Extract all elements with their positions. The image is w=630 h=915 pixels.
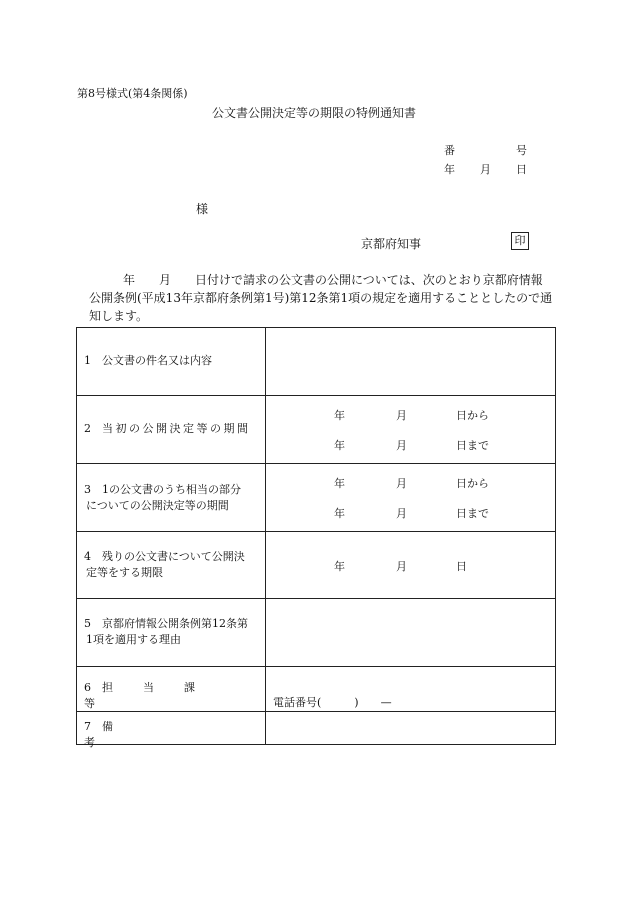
reference-go: 号 (516, 144, 527, 157)
table-row-initial-period: 2 当初の公開決定等の期間 年 月 日から 年 月 日まで (77, 395, 555, 464)
row-label-text-2: についての公開決定等の期間 (86, 499, 229, 512)
date-month: 月 (480, 163, 491, 176)
document-title: 公文書公開決定等の期限の特例通知書 (212, 106, 417, 120)
table-row-department (77, 666, 555, 712)
table-row-remaining-deadline: 4 残りの公文書について公開決 定等をする期限 年 月 日 (77, 531, 555, 599)
row-label: 2 当初の公開決定等の期間 (84, 422, 251, 435)
row-label: 7 備考 (84, 720, 243, 749)
table-row-subject (77, 328, 555, 396)
row-label: 1 公文書の件名又は内容 (84, 353, 260, 369)
row-label-text: 1の公文書のうち相当の部分 (102, 483, 241, 496)
date-year: 年 (444, 163, 455, 176)
phone-number-line: 電話番号( ) — (273, 696, 392, 709)
form-number: 第8号様式(第4条関係) (77, 87, 188, 100)
body-paragraph: 年 月 日付けで請求の公文書の公開については、次のとおり京都府情報公開条例(平成13年京都府条例第1号)第12条第1項の規定を適用することとしたので通知します。 (89, 273, 553, 323)
row-label: 3 1の公文書のうち相当の部分 についての公開決定等の期間 (84, 483, 241, 512)
row-label-text: 残りの公文書について公開決 (102, 550, 245, 563)
row-label-text: 当初の公開決定等の期間 (102, 422, 251, 435)
table-row-reason (77, 598, 555, 667)
seal-mark: 印 (511, 232, 529, 250)
row-label-text: 備考 (84, 720, 243, 749)
details-table (76, 327, 556, 749)
row-label: 5 京都府情報公開条例第12条第 1項を適用する理由 (84, 617, 248, 646)
row-label-text: 京都府情報公開条例第12条第 (102, 617, 248, 630)
row-label-text: 担当課等 (84, 681, 225, 710)
addressee-suffix: 様 (196, 202, 209, 216)
row-label: 4 残りの公文書について公開決 定等をする期限 (84, 550, 245, 579)
row-label: 6 担当課等 (84, 681, 225, 710)
date-day: 日 (516, 163, 527, 176)
row-label-text: 公文書の件名又は内容 (102, 354, 212, 367)
table-row-partial-period: 3 1の公文書のうち相当の部分 についての公開決定等の期間 年 月 日から 年 月 日まで (77, 463, 555, 532)
issuer: 京都府知事 (361, 237, 422, 251)
row-label-text-2: 1項を適用する理由 (86, 633, 181, 646)
table-row-remarks (77, 711, 555, 749)
reference-ban: 番 (444, 144, 455, 157)
row-label-text-2: 定等をする期限 (86, 566, 163, 579)
